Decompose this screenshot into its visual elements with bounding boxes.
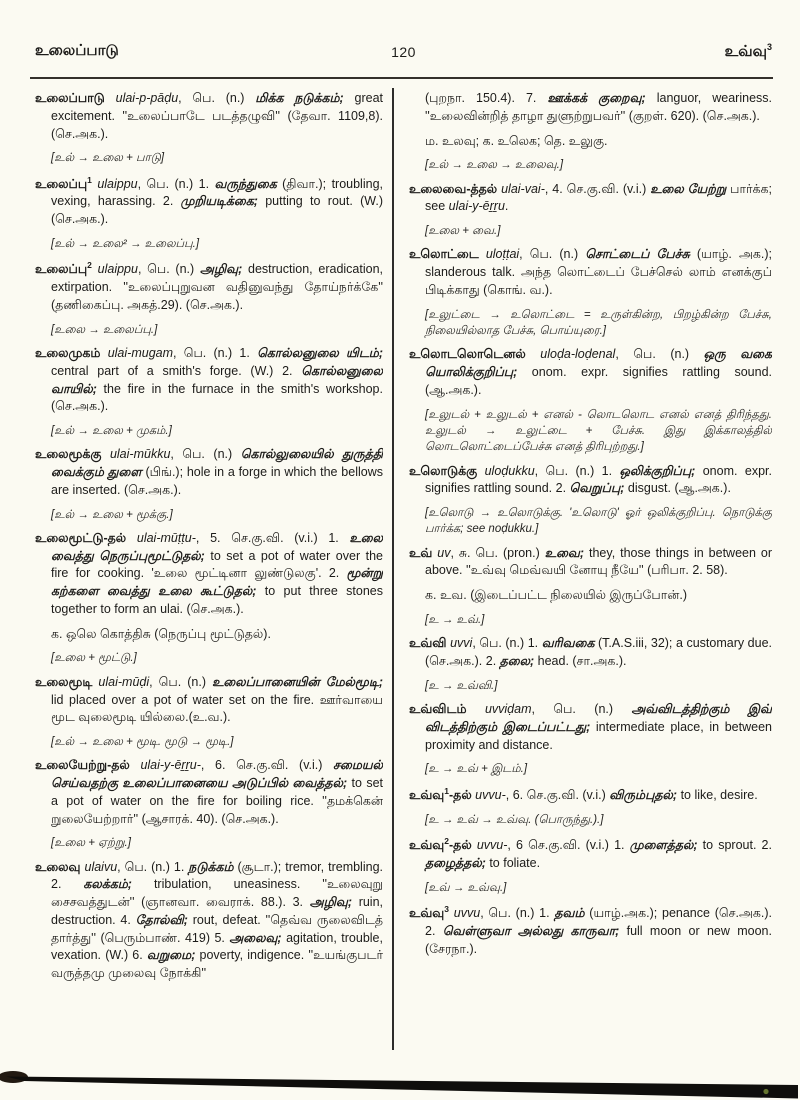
dict-entry: உலொடலொடெனல் uloḍa-loḍenal, பெ. (n.) ஒரு வகை யொலிக்குறிப்பு; onom. expr. signifies rattling sound. (ஆ.அக.). — [409, 347, 772, 397]
dict-entry: உலைமூடி ulai-mūḍi, பெ. (n.) உலைப்பானையின் மேல்மூடி; lid placed over a pot of water set on the fire. ஊர்வாயை மூட வுலைமூடி யில்லை.(உ.வ.). — [35, 674, 383, 725]
running-head-right-sup: 3 — [766, 42, 772, 52]
etymology-line: [உல் → உலை → உலைவு.] — [425, 159, 564, 172]
etymology-line: [உல் → உலை² → உலைப்பு.] — [51, 237, 200, 250]
etymology-line: [உலை + வை.] — [425, 225, 501, 238]
text-columns — [35, 90, 772, 1048]
etymology-line: [உலை + மூட்டு.] — [51, 652, 137, 665]
page-number: 120 — [391, 44, 416, 60]
dict-entry: உலொடுக்கு uloḍukku, பெ. (n.) 1. ஒலிக்குறிப்பு; onom. expr. signifies rattling sound. 2. வெறுப்பு; disgust. (ஆ.அக.). — [409, 463, 772, 496]
dict-entry: உவ்விடம் uvviḍam, பெ. (n.) அவ்விடத்திற்கும் இவ் விடத்திற்கும் இடைப்பட்டது; intermediate place, in between proximity and distance. — [409, 702, 772, 752]
dict-entry: உவ்வு$^3$ uvvu, பெ. (n.) 1. தவம் (யாழ்.அக.); penance (செ.அக.). 2. வெள்ளுவா அல்லது காருவா; full moon or new moon. (சேரநா.). — [409, 903, 772, 956]
cognate-note-line: க. உவ. (இடைப்பட்ட நிலையில் இருப்போன்.) — [425, 588, 688, 603]
etymology-line: [உலுடல் + உலுடல் + எனல் - லொடலொட எனல் எனத் திரிந்தது. உலுடல் → உலுட்டை + பேச்சு. இது இக்காலத்தில் லொடலொட்டைப்பேச்சு எனத் திரிபுற்றது.] — [425, 408, 772, 454]
etymology-line: [உல் → உலை + மூக்கு.] — [51, 508, 173, 521]
running-head-right-word: உவ்வு — [724, 43, 767, 60]
column-right — [409, 90, 772, 1048]
etymology-line: [உல் → உலை + பாடு] — [51, 152, 165, 165]
dict-entry: உலைமூட்டு-தல் ulai-mūṭṭu-, 5. செ.கு.வி. (v.i.) 1. உலை வைத்து நெருப்புமூட்டுதல்; to set a pot of water over the fire for cooking. 'உலை மூட்டினா லுண்டுலகு'. 2. மூன்று கற்களை வைத்து உலை கூட்டுதல்; to put three stones together to form an ulai. (செ.அக.). — [35, 530, 383, 616]
dict-entry: உலொட்டை uloṭṭai, பெ. (n.) சொட்டைப் பேச்சு (யாழ். அக.); slanderous talk. அந்த லொட்டைப் பேச்செல் லாம் எனக்குப் பிடிக்காது (கொங். வ.). — [409, 247, 772, 297]
etymology-line: [உ → உவ்வி.] — [425, 679, 498, 692]
dict-entry: உவ் uv, சு. பெ. (pron.) உவை; they, those things in between or above. ''உவ்வு மெவ்வயி னோயு நீயே'' (பரிபா. 2. 58). — [409, 545, 772, 578]
running-head-left: உலைப்பாடு — [35, 42, 119, 59]
etymology-line: [உலுட்டை → உலொட்டை = உருள்கின்ற, பிறழ்கின்ற பேச்சு, நிலையில்லாத பேச்சு, பொய்யுரை.] — [425, 308, 772, 337]
dict-entry: உலைப்பு$^2$ ulaippu, பெ. (n.) அழிவு; destruction, eradication, extirpation. ''உலைப்புறுவன வதினுவந்து தோய்நர்க்கே'' (தணிகைப்பு. அகத்.29). (செ.அக.). — [35, 260, 383, 312]
entry-continuation: (புறநா. 150.4). 7. ஊக்கக் குறைவு; languor, weariness. ''உலைவின்றித் தாழா துளுற்றுபவர்'' (குறள். 620). (செ.அக.). — [425, 91, 772, 123]
cognate-note-line: க. ஒலெ கொத்திசு (நெருப்பு மூட்டுதல்). — [51, 626, 271, 641]
dict-entry: உவ்வு$^1$-தல் uvvu-, 6. செ.கு.வி. (v.i.) விரும்புதல்; to like, desire. — [409, 785, 758, 802]
dict-entry: உலைமூக்கு ulai-mūkku, பெ. (n.) கொல்லுலையில் துருத்தி வைக்கும் துளை (பிங்.); hole in a forge in which the bellows are inserted. (செ.அக.). — [35, 447, 383, 497]
cognate-note-line: ம. உலவு; க. உலெக; தெ. உலுகு. — [425, 133, 608, 148]
dict-entry: உலைப்பாடு ulai-p-pāḍu, பெ. (n.) மிக்க நடுக்கம்; great excitement. ''உலைப்பாடே படத்தழுவி'' (தேவா. 1109,8). (செ.அக.). — [35, 91, 383, 141]
header-rule — [30, 77, 773, 79]
etymology-line: [உலொடு → உலொடுக்கு. 'உலொடு' ஓர் ஒலிக்குறிப்பு. நொடுக்கு பார்க்க; see noḍukku.] — [425, 507, 772, 536]
etymology-line: [உ → உவ்.] — [425, 613, 485, 626]
running-header — [35, 42, 772, 68]
etymology-line: [உல் → உலை + முகம்.] — [51, 425, 172, 438]
dict-entry: உலையேற்று-தல் ulai-y-ēṟṟu-, 6. செ.கு.வி. (v.i.) சமையல் செய்வதற்கு உலைப்பானையை அடுப்பில் வைத்தல்; to set a pot of water on the fire for boiling rice. ''தமக்கென் றுலையேற்றார்'' (ஆசாரக். 40). (செ.அக.). — [35, 758, 383, 826]
etymology-line: [உவ் → உவ்வு.] — [425, 881, 507, 894]
dict-entry: உவ்வு$^2$-தல் uvvu-, 6 செ.கு.வி. (v.i.) 1. முளைத்தல்; to sprout. 2. தழைத்தல்; to foliate. — [409, 835, 772, 870]
etymology-line: [உல் → உலை + மூடி. மூடு → மூடி.] — [51, 736, 234, 749]
dict-entry: உலைவை-த்தல் ulai-vai-, 4. செ.கு.வி. (v.i.) உலை யேற்று பார்க்க; see ulai-y-ēṟṟu. — [409, 181, 772, 214]
column-left — [35, 90, 383, 1048]
running-head-right — [725, 42, 772, 62]
etymology-line: [உலை + ஏற்று.] — [51, 837, 131, 850]
etymology-line: [உலை → உலைப்பு.] — [51, 323, 158, 336]
dict-entry: உலைவு ulaivu, பெ. (n.) 1. நடுக்கம் (சூடா.); tremor, trembling. 2. கலக்கம்; tribulation, uneasiness. ''உலைவுறு சைசவத்துடன்'' (ஞானவா. வைராக். 88.). 3. அழிவு; ruin, destruction. 4. தோல்வி; rout, defeat. ''தெவ்வ ருலைவிடத் தார்த்து'' (பெரும்பாண். 419) 5. அலைவு; agitation, trouble, vexation. (W.) 6. வறுமை; poverty, indigence. ''உயங்குபடர் வருத்தமு முலைவு நோக்கி'' — [35, 859, 383, 981]
dict-entry: உலைப்பு$^1$ ulaippu, பெ. (n.) 1. வருந்துகை (திவா.); troubling, vexing, harassing. 2. முறியடிக்கை; putting to rout. (W.) (செ.அக.). — [35, 174, 383, 227]
etymology-line: [உ → உவ் → உவ்வு. (பொருந்து.).] — [425, 813, 604, 826]
dict-entry: உவ்வி uvvi, பெ. (n.) 1. வரிவகை (T.A.S.iii, 32); a customary due. (செ.அக.). 2. தலை; head. (சா.அக.). — [409, 636, 772, 669]
etymology-line: [உ → உவ் + இடம்.] — [425, 763, 528, 776]
dict-entry: உலைமுகம் ulai-mugam, பெ. (n.) 1. கொல்லனுலை யிடம்; central part of a smith's forge. (W.) 2. கொல்லனுலை வாயில்; the fire in the furnace in the smith's workshop. (செ.அக.). — [35, 346, 383, 414]
